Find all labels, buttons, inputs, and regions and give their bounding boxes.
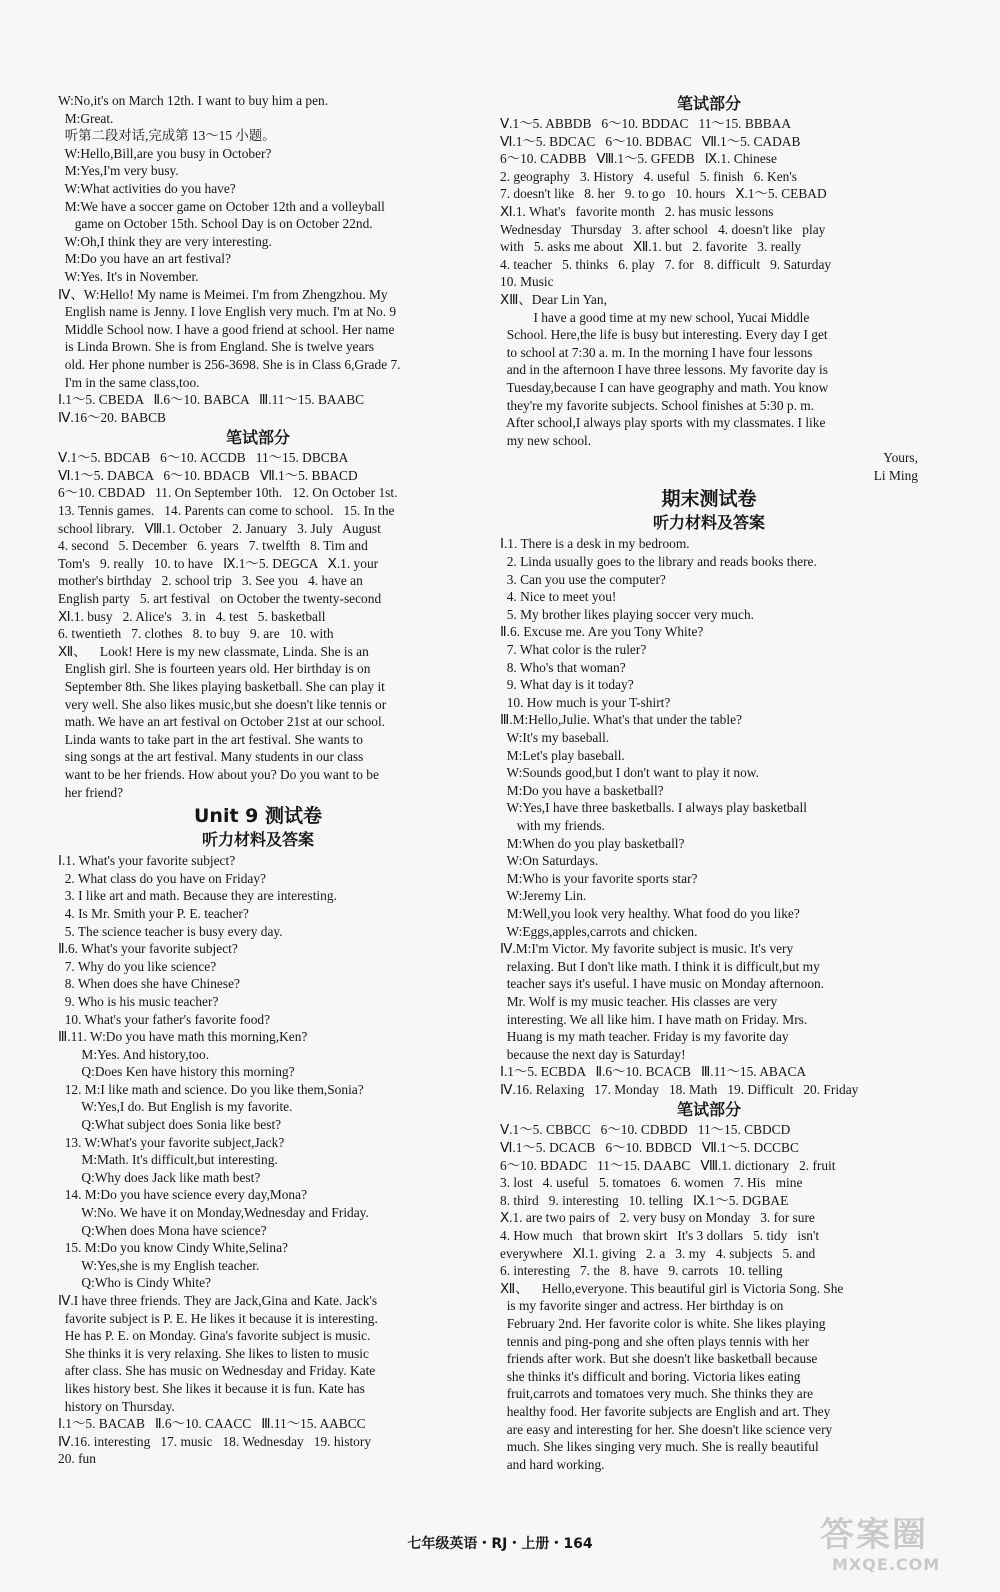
text-line: Ⅺ.1. What's favorite month 2. has music lessons: [500, 203, 774, 219]
text-line: W:What activities do you have?: [58, 180, 236, 196]
text-line: school library. Ⅷ.1. October 2. January 3. July August: [58, 520, 381, 536]
text-line: interesting. We all like him. I have math on Friday. Mrs.: [500, 1011, 808, 1027]
letter-signature: Yours,: [883, 450, 918, 466]
text-line: W:Oh,I think they are very interesting.: [58, 233, 272, 249]
text-line: Ⅴ.1～5. BDCAB 6～10. ACCDB 11～15. DBCBA: [58, 450, 349, 466]
text-line: Middle School now. I have a good friend at school. Her name: [58, 321, 395, 337]
text-line: to school at 7:30 a. m. In the morning I have four lessons: [500, 344, 813, 360]
text-line: Tuesday,because I can have geography and math. You know: [500, 379, 829, 395]
text-line: 10. Music: [500, 274, 554, 290]
subsection-heading: 听力材料及答案: [652, 513, 765, 533]
text-line: she thinks it's difficult and boring. Victoria likes eating: [500, 1368, 801, 1384]
text-line: W:No. We have it on Monday,Wednesday and Friday.: [58, 1205, 369, 1221]
text-line: 7. Why do you like science?: [58, 958, 217, 974]
text-line: Wednesday Thursday 3. after school 4. doesn't like play: [500, 221, 826, 237]
text-line: 3. I like art and math. Because they are interesting.: [58, 888, 337, 904]
text-line: 6～10. BDADC 11～15. DAABC Ⅷ.1. dictionary 2. fruit: [500, 1157, 836, 1173]
text-line: 9. Who is his music teacher?: [58, 993, 219, 1009]
text-line: 20. fun: [58, 1451, 96, 1467]
text-line: ⅩⅢ、Dear Lin Yan,: [500, 291, 607, 307]
text-line: tennis and ping-pong and she often plays tennis with her: [500, 1333, 810, 1349]
text-line: Ⅴ.1～5. CBBCC 6～10. CDBDD 11～15. CBDCD: [500, 1122, 791, 1138]
text-line: Ⅳ、W:Hello! My name is Meimei. I'm from Zhengzhou. My: [58, 286, 388, 302]
text-line: English girl. She is fourteen years old. Her birthday is on: [58, 661, 371, 677]
text-line: 8. When does she have Chinese?: [58, 976, 240, 992]
text-line: M:Well,you look very healthy. What food do you like?: [500, 905, 800, 921]
text-line: Ⅰ.1. There is a desk in my bedroom.: [500, 536, 690, 552]
letter-signature: Li Ming: [873, 467, 918, 483]
text-line: 6. interesting 7. the 8. have 9. carrots 10. telling: [500, 1263, 783, 1279]
text-line: want to be her friends. How about you? Do you want to be: [58, 766, 379, 782]
text-line: W:Yes,she is my English teacher.: [58, 1257, 260, 1273]
text-line: very well. She also likes music,but she doesn't like tennis or: [58, 696, 387, 712]
text-line: 6～10. CADBB Ⅷ.1～5. GFEDB Ⅸ.1. Chinese: [500, 151, 777, 167]
text-line: math. We have an art festival on October 21st at our school.: [58, 714, 386, 730]
text-line: likes history best. She likes it because it is fun. Kate has: [58, 1380, 365, 1396]
text-line: Ⅱ.6. What's your favorite subject?: [58, 941, 238, 957]
text-line: Ⅱ.6. Excuse me. Are you Tony White?: [500, 624, 704, 640]
text-line: everywhere Ⅺ.1. giving 2. a 3. my 4. subjects 5. and: [500, 1245, 816, 1261]
text-line: fruit,carrots and tomatoes very much. She thinks they are: [500, 1386, 814, 1402]
text-line: Ⅲ.11. W:Do you have math this morning,Ken?: [58, 1029, 308, 1045]
text-line: 9. What day is it today?: [500, 677, 634, 693]
text-line: 2. Linda usually goes to the library and reads books there.: [500, 554, 817, 570]
text-line: 15. M:Do you know Cindy White,Selina?: [58, 1240, 288, 1256]
text-line: M:Who is your favorite sports star?: [500, 870, 698, 886]
text-line: healthy food. Her favorite subjects are English and art. They: [500, 1403, 831, 1419]
text-line: Q:Who is Cindy White?: [58, 1275, 211, 1291]
text-line: Ⅴ.1～5. ABBDB 6～10. BDDAC 11～15. BBBAA: [500, 116, 792, 131]
text-line: 8. Who's that woman?: [500, 659, 626, 675]
text-line: I have a good time at my new school, Yucai Middle: [500, 309, 810, 325]
text-line: Ⅳ.M:I'm Victor. My favorite subject is music. It's very: [500, 941, 794, 957]
test-title: Unit 9 测试卷: [194, 805, 322, 828]
text-line: 4. Is Mr. Smith your P. E. teacher?: [58, 905, 249, 921]
text-line: 13. W:What's your favorite subject,Jack?: [58, 1134, 285, 1150]
text-line: Q:Why does Jack like math best?: [58, 1169, 261, 1185]
text-line: Ⅺ.1. busy 2. Alice's 3. in 4. test 5. basketball: [58, 608, 326, 624]
text-line: Ⅲ.M:Hello,Julie. What's that under the table?: [500, 712, 742, 728]
text-line: Ⅵ.1～5. DABCA 6～10. BDACB Ⅶ.1～5. BBACD: [58, 467, 358, 483]
text-line: I'm in the same class,too.: [58, 374, 200, 390]
text-line: and in the afternoon I have three lessons. My favorite day is: [500, 362, 828, 378]
text-line: W:Hello,Bill,are you busy in October?: [58, 145, 272, 161]
text-line: M:Do you have an art festival?: [58, 251, 231, 267]
text-line: He has P. E. on Monday. Gina's favorite subject is music.: [58, 1328, 371, 1344]
text-line: English party 5. art festival on October the twenty-second: [58, 591, 382, 607]
section-heading: 笔试部分: [676, 94, 741, 113]
text-line: friends after work. But she doesn't like basketball because: [500, 1351, 818, 1367]
text-line: Ⅵ.1～5. BDCAC 6～10. BDBAC Ⅶ.1～5. CADAB: [500, 133, 801, 149]
text-line: W:Eggs,apples,carrots and chicken.: [500, 923, 698, 939]
text-line: M:Do you have a basketball?: [500, 782, 664, 798]
text-line: my new school.: [500, 432, 592, 448]
text-line: her friend?: [58, 784, 124, 800]
text-line: Tom's 9. really 10. to have Ⅸ.1～5. DEGCA Ⅹ.1. your: [58, 555, 379, 571]
text-line: much. She likes singing very much. She is really beautiful: [500, 1439, 819, 1455]
text-line: Huang is my math teacher. Friday is my favorite day: [500, 1029, 789, 1045]
left-column: [58, 92, 458, 1468]
text-line: mother's birthday 2. school trip 3. See you 4. have an: [58, 573, 363, 589]
text-line: Linda wants to take part in the art festival. She wants to: [58, 731, 363, 747]
text-line: Ⅰ.1～5. CBEDA Ⅱ.6～10. BABCA Ⅲ.11～15. BAABC: [58, 392, 365, 408]
text-line: Ⅳ.I have three friends. They are Jack,Gina and Kate. Jack's: [58, 1293, 378, 1308]
text-line: Q:Does Ken have history this morning?: [58, 1064, 295, 1080]
text-line: Ⅻ、 Hello,everyone. This beautiful girl is Victoria Song. She: [500, 1280, 844, 1296]
text-line: Ⅳ.16～20. BABCB: [58, 409, 166, 425]
text-line: 听第二段对话,完成第 13～15 小题。: [58, 128, 276, 144]
watermark-url: MXQE.COM: [832, 1555, 941, 1574]
text-line: 3. lost 4. useful 5. tomatoes 6. women 7. His mine: [500, 1175, 803, 1191]
text-line: W:On Saturdays.: [500, 853, 599, 869]
text-line: Ⅻ、 Look! Here is my new classmate, Linda. She is an: [58, 643, 369, 659]
text-line: W:Yes. It's in November.: [58, 268, 199, 284]
text-line: 5. The science teacher is busy every day.: [58, 923, 283, 939]
text-line: Ⅰ.1. What's your favorite subject?: [58, 853, 236, 869]
watermark-logo-text: 答案圈: [820, 1515, 928, 1555]
test-title: 期末测试卷: [661, 488, 757, 511]
text-line: February 2nd. Her favorite color is white. She likes playing: [500, 1316, 826, 1331]
text-line: English name is Jenny. I love English very much. I'm at No. 9: [58, 304, 397, 320]
subsection-heading: 听力材料及答案: [201, 830, 314, 850]
text-line: Ⅳ.16. Relaxing 17. Monday 18. Math 19. Difficult 20. Friday: [500, 1081, 859, 1097]
text-line: September 8th. She likes playing basketball. She can play it: [58, 679, 385, 694]
text-line: M:Great.: [58, 110, 114, 126]
text-line: M:Yes,I'm very busy.: [58, 163, 179, 179]
text-line: M:Let's play baseball.: [500, 747, 625, 763]
text-line: 4. teacher 5. thinks 6. play 7. for 8. difficult 9. Saturday: [500, 256, 832, 272]
text-line: is Linda Brown. She is from England. She is twelve years: [58, 339, 375, 355]
text-line: with my friends.: [500, 817, 605, 833]
text-line: M:When do you play basketball?: [500, 835, 685, 851]
text-line: because the next day is Saturday!: [500, 1046, 686, 1062]
text-line: 2. What class do you have on Friday?: [58, 870, 267, 886]
text-line: Ⅰ.1～5. ECBDA Ⅱ.6～10. BCACB Ⅲ.11～15. ABACA: [500, 1064, 807, 1080]
text-line: W:Yes,I do. But English is my favorite.: [58, 1099, 293, 1115]
right-column: [500, 92, 918, 1473]
text-line: Q:What subject does Sonia like best?: [58, 1117, 282, 1133]
section-heading: 笔试部分: [676, 1100, 741, 1120]
page-footer: 七年级英语・RJ・上册・164: [407, 1536, 593, 1552]
text-line: they're my favorite subjects. School finishes at 5:30 p. m.: [500, 397, 815, 413]
text-line: and hard working.: [500, 1456, 605, 1472]
text-line: M:Yes. And history,too.: [58, 1046, 210, 1062]
text-line: M:We have a soccer game on October 12th and a volleyball: [58, 198, 385, 214]
text-line: School. Here,the life is busy but interesting. Every day I get: [500, 327, 828, 343]
text-line: history on Thursday.: [58, 1398, 175, 1414]
text-line: Ⅳ.16. interesting 17. music 18. Wednesday 19. history: [58, 1433, 372, 1449]
text-line: 7. What color is the ruler?: [500, 642, 647, 658]
text-line: 4. How much that brown skirt It's 3 dollars 5. tidy isn't: [500, 1228, 820, 1244]
text-line: game on October 15th. School Day is on October 22nd.: [58, 216, 373, 232]
text-line: She thinks it is very relaxing. She likes to listen to music: [58, 1345, 369, 1361]
text-line: 12. M:I like math and science. Do you like them,Sonia?: [58, 1081, 364, 1097]
text-line: Q:When does Mona have science?: [58, 1222, 267, 1238]
text-line: 13. Tennis games. 14. Parents can come to school. 15. In the: [58, 503, 395, 519]
text-line: 2. geography 3. History 4. useful 5. finish 6. Ken's: [500, 168, 797, 184]
text-line: are easy and interesting for her. She doesn't like science very: [500, 1421, 833, 1437]
text-line: W:Jeremy Lin.: [500, 888, 587, 904]
text-line: 6～10. CBDAD 11. On September 10th. 12. On October 1st.: [58, 485, 398, 501]
text-line: 5. My brother likes playing soccer very much.: [500, 606, 754, 622]
text-line: relaxing. But I don't like math. I think it is difficult,but my: [500, 958, 820, 974]
text-line: 4. Nice to meet you!: [500, 589, 617, 605]
watermark-logo: [820, 1515, 980, 1585]
text-line: After school,I always play sports with my classmates. I like: [500, 415, 826, 431]
text-line: Ⅰ.1～5. BACAB Ⅱ.6～10. CAACC Ⅲ.11～15. AABCC: [58, 1416, 366, 1432]
text-line: favorite subject is P. E. He likes it because it is interesting.: [58, 1310, 378, 1326]
text-line: is my favorite singer and actress. Her birthday is on: [500, 1298, 784, 1314]
text-line: W:No,it's on March 12th. I want to buy him a pen.: [58, 93, 329, 108]
section-heading: 笔试部分: [225, 428, 290, 448]
text-line: Ⅵ.1～5. DCACB 6～10. BDBCD Ⅶ.1～5. DCCBC: [500, 1140, 799, 1156]
text-line: Mr. Wolf is my music teacher. His classes are very: [500, 993, 778, 1009]
text-line: 10. What's your father's favorite food?: [58, 1011, 271, 1027]
text-line: 7. doesn't like 8. her 9. to go 10. hours Ⅹ.1～5. CEBAD: [500, 186, 827, 202]
text-line: 3. Can you use the computer?: [500, 571, 666, 587]
text-line: old. Her phone number is 256-3698. She is in Class 6,Grade 7.: [58, 356, 401, 372]
text-line: sing songs at the art festival. Many students in our class: [58, 749, 364, 765]
text-line: 14. M:Do you have science every day,Mona?: [58, 1187, 308, 1203]
text-line: after class. She has music on Wednesday and Friday. Kate: [58, 1363, 376, 1379]
text-line: W:It's my baseball.: [500, 730, 610, 745]
text-line: with 5. asks me about Ⅻ.1. but 2. favorite 3. really: [500, 239, 802, 255]
text-line: 6. twentieth 7. clothes 8. to buy 9. are 10. with: [58, 626, 334, 642]
text-line: W:Yes,I have three basketballs. I always play basketball: [500, 800, 807, 816]
text-line: 10. How much is your T-shirt?: [500, 694, 671, 710]
text-line: W:Sounds good,but I don't want to play it now.: [500, 765, 759, 781]
text-line: 8. third 9. interesting 10. telling Ⅸ.1～5. DGBAE: [500, 1192, 789, 1208]
text-line: M:Math. It's difficult,but interesting.: [58, 1152, 278, 1168]
text-line: 4. second 5. December 6. years 7. twelfth 8. Tim and: [58, 538, 368, 554]
text-line: Ⅹ.1. are two pairs of 2. very busy on Monday 3. for sure: [500, 1210, 815, 1226]
text-line: teacher says it's useful. I have music on Monday afternoon.: [500, 976, 825, 992]
